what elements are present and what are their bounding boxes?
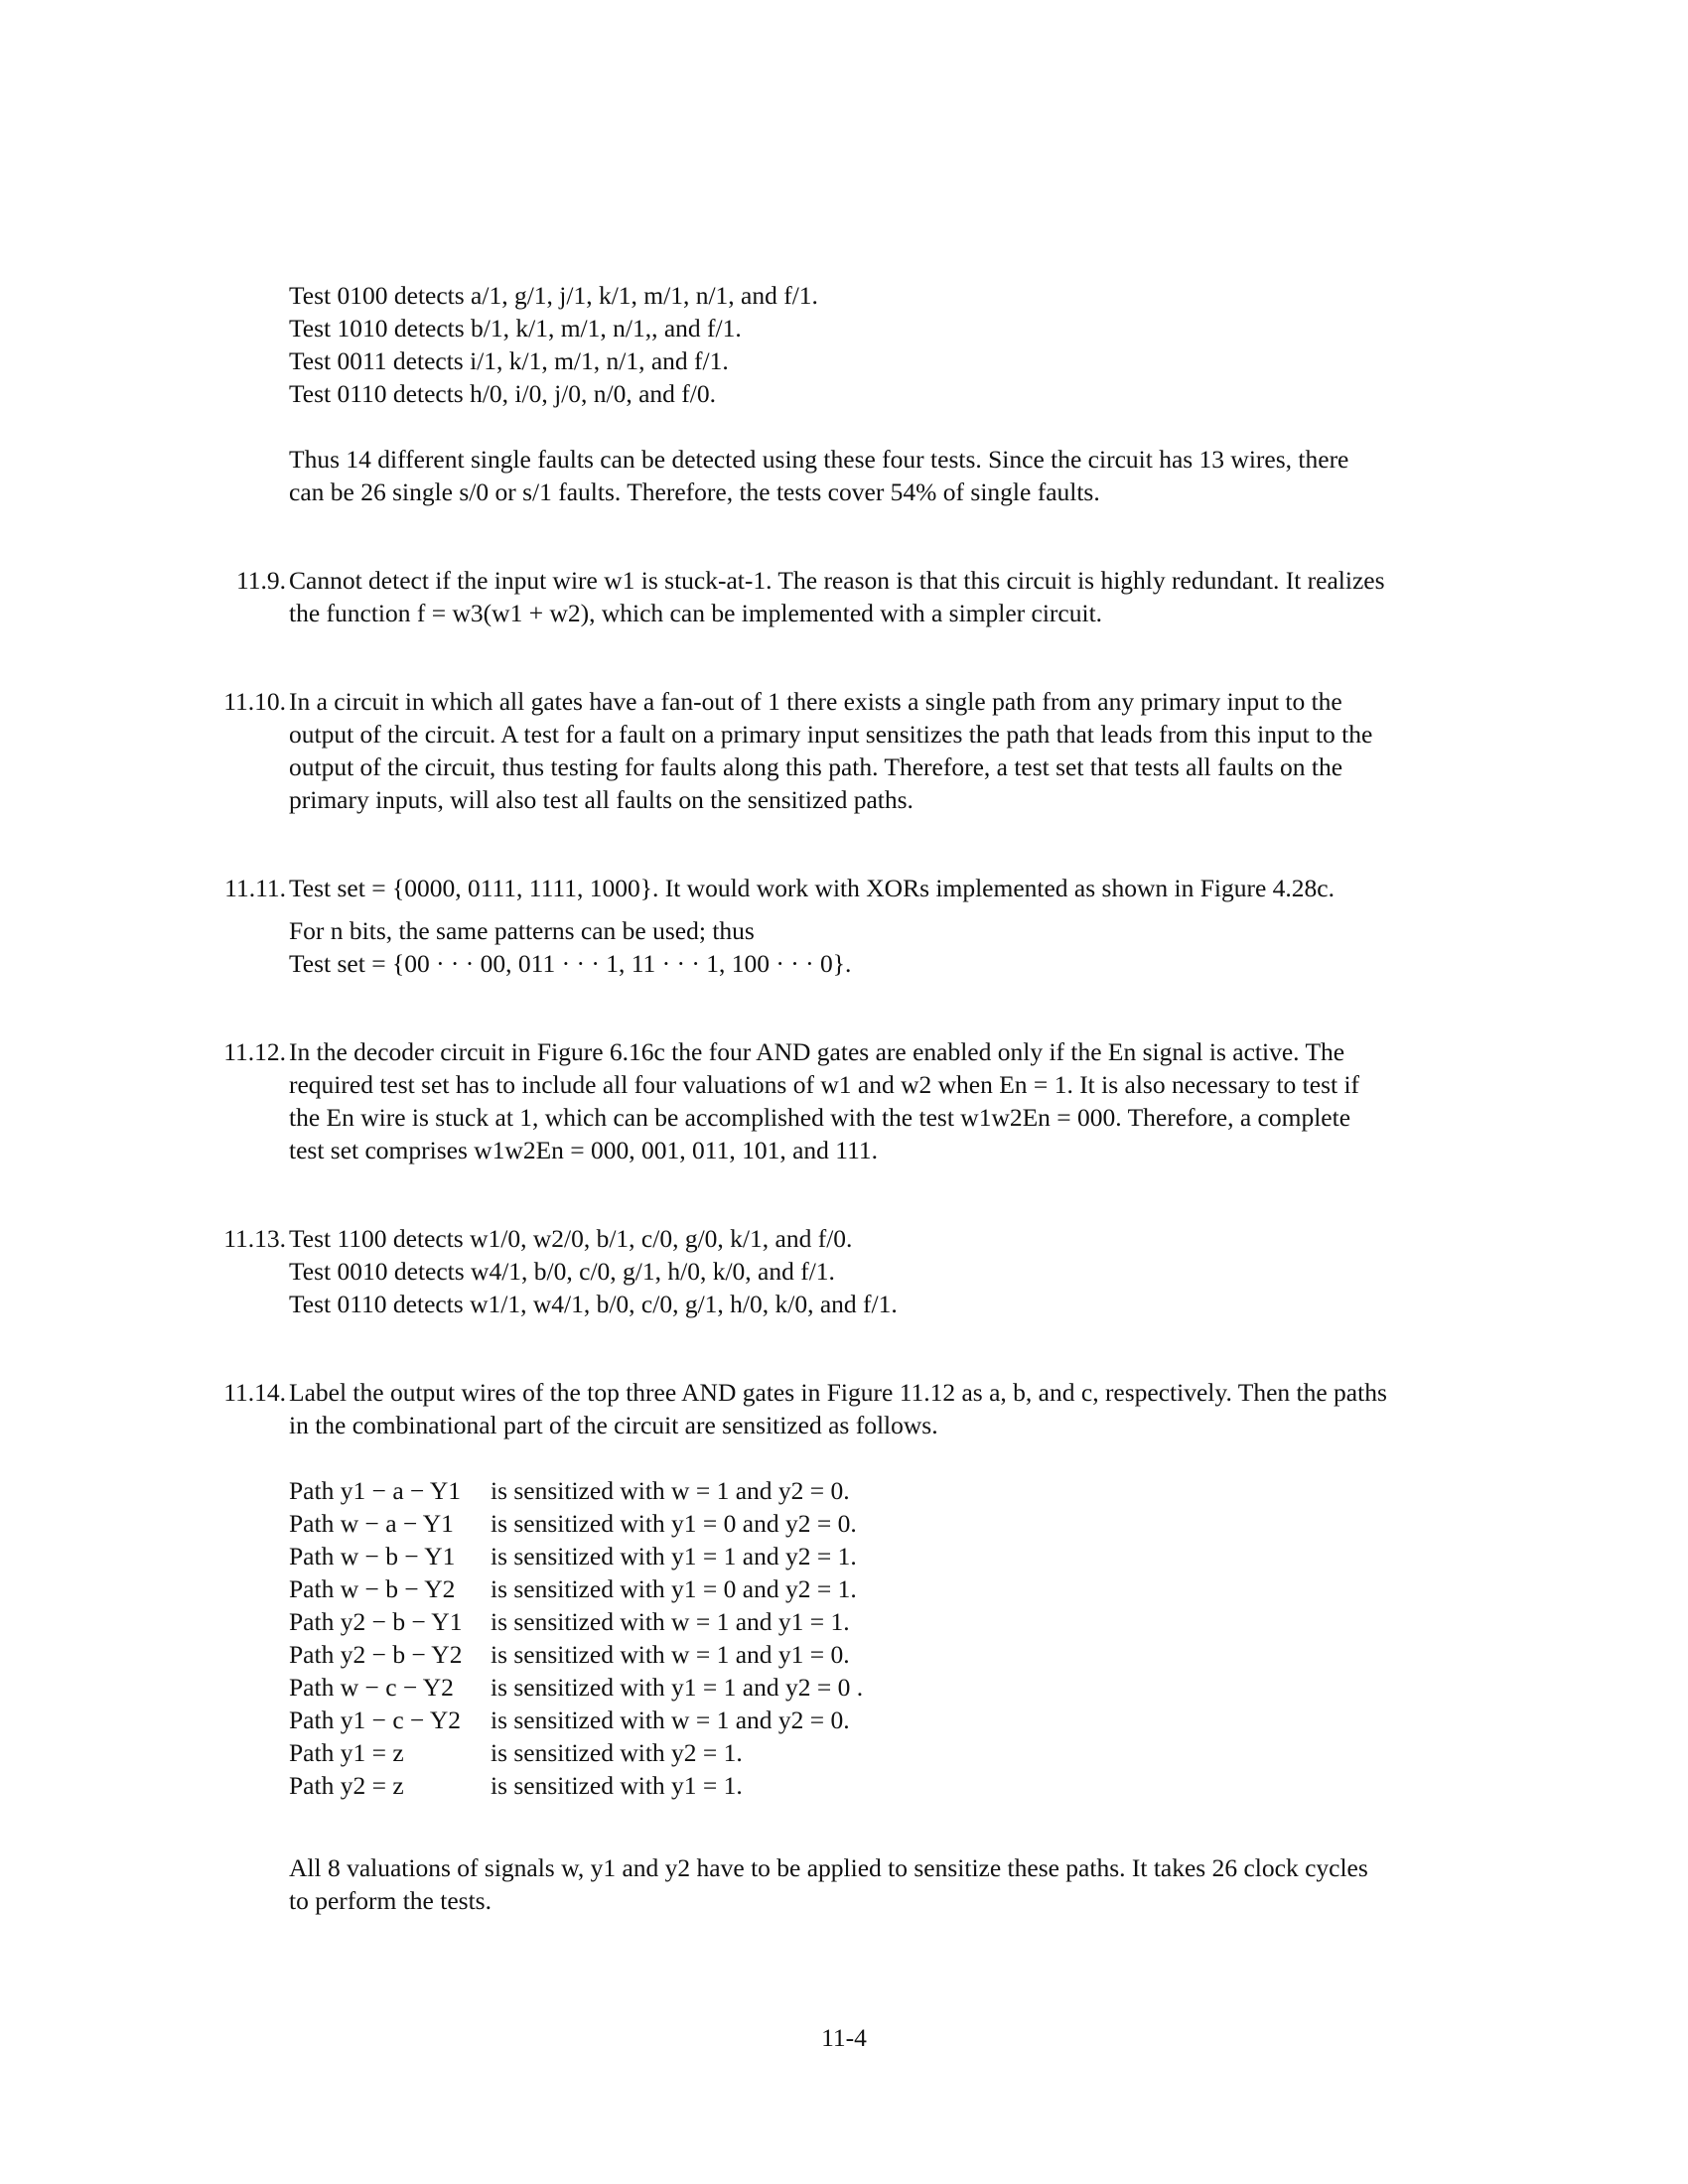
paragraph-line: in the combinational part of the circuit are sensitized as follows. xyxy=(289,1411,938,1439)
test-line: Test 0110 detects w1/1, w4/1, b/0, c/0, g/1, h/0, k/0, and f/1. xyxy=(289,1290,898,1318)
paragraph-line: Cannot detect if the input wire w1 is stuck-at-1. The reason is that this circuit is highly redundant. It realizes xyxy=(289,566,1385,595)
paragraph-line: test set comprises w1w2En = 000, 001, 011, 101, and 111. xyxy=(289,1136,879,1164)
path-label: Path y2 − b − Y1 xyxy=(289,1607,463,1636)
path-condition: is sensitized with w = 1 and y2 = 0. xyxy=(491,1706,850,1734)
paragraph-line: to perform the tests. xyxy=(289,1886,492,1915)
paragraph-line: required test set has to include all four valuations of w1 and w2 when En = 1. It is also necessary to test if xyxy=(289,1070,1360,1099)
problem-number: 11.9. xyxy=(235,566,286,595)
paragraph-line: primary inputs, will also test all faults on the sensitized paths. xyxy=(289,785,914,814)
paragraph-line: Thus 14 different single faults can be detected using these four tests. Since the circuit has 13 wires, there xyxy=(289,445,1349,474)
paragraph-line: the function f = w3(w1 + w2), which can be implemented with a simpler circuit. xyxy=(289,599,1103,627)
paragraph-line: output of the circuit, thus testing for faults along this path. Therefore, a test set that tests all faults on the xyxy=(289,752,1343,781)
test-line: Test 1100 detects w1/0, w2/0, b/1, c/0, g/0, k/1, and f/0. xyxy=(289,1224,853,1253)
problem-number: 11.14. xyxy=(223,1378,286,1407)
paragraph-line: In a circuit in which all gates have a fan-out of 1 there exists a single path from any primary input to the xyxy=(289,687,1342,716)
path-label: Path w − a − Y1 xyxy=(289,1509,454,1538)
problem-number: 11.11. xyxy=(224,874,286,902)
paragraph-line: Label the output wires of the top three AND gates in Figure 11.12 as a, b, and c, respectively. Then the paths xyxy=(289,1378,1387,1407)
paragraph-line: can be 26 single s/0 or s/1 faults. Therefore, the tests cover 54% of single faults. xyxy=(289,478,1100,506)
path-label: Path y1 = z xyxy=(289,1738,404,1767)
path-condition: is sensitized with w = 1 and y1 = 0. xyxy=(491,1640,850,1669)
paragraph-line: Test set = {0000, 0111, 1111, 1000}. It would work with XORs implemented as shown in Figure 4.28c. xyxy=(289,874,1335,902)
test-line: Test 0011 detects i/1, k/1, m/1, n/1, and f/1. xyxy=(289,346,729,375)
paragraph-line: Test set = {00 · · · 00, 011 · · · 1, 11 · · · 1, 100 · · · 0}. xyxy=(289,949,852,978)
test-line: Test 0110 detects h/0, i/0, j/0, n/0, and f/0. xyxy=(289,379,717,408)
paragraph-line: For n bits, the same patterns can be used; thus xyxy=(289,916,755,945)
problem-number: 11.12. xyxy=(223,1037,286,1066)
paragraph-line: In the decoder circuit in Figure 6.16c the four AND gates are enabled only if the En signal is active. The xyxy=(289,1037,1345,1066)
path-label: Path y1 − a − Y1 xyxy=(289,1476,462,1505)
path-condition: is sensitized with y1 = 1 and y2 = 1. xyxy=(491,1542,857,1570)
paragraph-line: output of the circuit. A test for a fault on a primary input sensitizes the path that leads from this input to the xyxy=(289,720,1373,749)
paragraph-line: All 8 valuations of signals w, y1 and y2 have to be applied to sensitize these paths. It takes 26 clock cycles xyxy=(289,1853,1368,1882)
page-number: 11-4 xyxy=(821,2023,867,2052)
path-condition: is sensitized with w = 1 and y1 = 1. xyxy=(491,1607,850,1636)
path-condition: is sensitized with y2 = 1. xyxy=(491,1738,743,1767)
path-label: Path y1 − c − Y2 xyxy=(289,1706,462,1734)
path-condition: is sensitized with y1 = 0 and y2 = 0. xyxy=(491,1509,857,1538)
test-line: Test 1010 detects b/1, k/1, m/1, n/1,, and f/1. xyxy=(289,314,742,342)
path-label: Path w − b − Y1 xyxy=(289,1542,456,1570)
path-condition: is sensitized with y1 = 0 and y2 = 1. xyxy=(491,1574,857,1603)
problem-number: 11.13. xyxy=(223,1224,286,1253)
problem-number: 11.10. xyxy=(223,687,286,716)
path-condition: is sensitized with y1 = 1 and y2 = 0 . xyxy=(491,1673,864,1702)
path-label: Path y2 = z xyxy=(289,1771,404,1800)
path-label: Path w − c − Y2 xyxy=(289,1673,454,1702)
paragraph-line: the En wire is stuck at 1, which can be accomplished with the test w1w2En = 000. Therefore, a complete xyxy=(289,1103,1351,1132)
test-line: Test 0100 detects a/1, g/1, j/1, k/1, m/1, n/1, and f/1. xyxy=(289,281,818,310)
path-label: Path y2 − b − Y2 xyxy=(289,1640,463,1669)
test-line: Test 0010 detects w4/1, b/0, c/0, g/1, h/0, k/0, and f/1. xyxy=(289,1257,835,1286)
path-condition: is sensitized with w = 1 and y2 = 0. xyxy=(491,1476,850,1505)
path-condition: is sensitized with y1 = 1. xyxy=(491,1771,743,1800)
path-label: Path w − b − Y2 xyxy=(289,1574,456,1603)
